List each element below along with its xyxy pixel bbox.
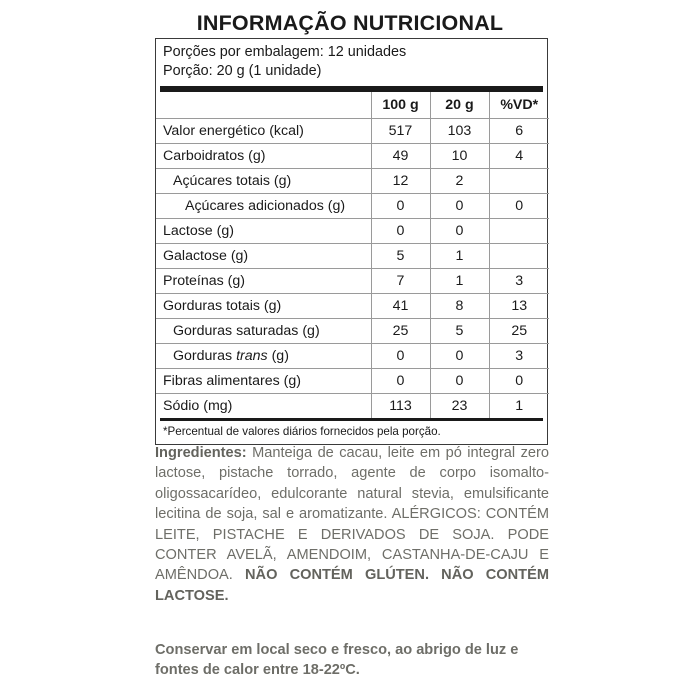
table-row [156,344,549,369]
nutrition-table [156,92,549,418]
value-20g: 0 [430,219,489,244]
value-vd: 13 [489,294,549,319]
value-20g: 2 [430,169,489,194]
value-100g: 0 [371,344,430,369]
portion-size: Porção: 20 g (1 unidade) [163,63,322,79]
value-vd: 3 [489,344,549,369]
table-row [156,369,549,394]
ingredients-text: Manteiga de cacau, leite em pó integral zero lactose, pistache torrado, agente de corpo isomalto-oligossacarídeo, edulcorante natural stevia, emulsificante lecitina de soja, sal e aromatizante. ALÉRGICOS: CONTÉM LEITE, PISTACHE E DERIVADOS DE SOJA. PODE CONTER AVELÃ, AMENDOIM, CASTANHA-DE-CAJU E AMÊNDOA. [155,445,549,584]
value-20g: 0 [430,194,489,219]
no-lactose-statement: NÃO CONTÉM LACTOSE. [155,567,549,604]
nutrient-name: Lactose (g) [156,219,371,244]
value-20g: 1 [430,244,489,269]
value-vd: 4 [489,144,549,169]
value-100g: 49 [371,144,430,169]
nutrient-name: Proteínas (g) [156,269,371,294]
table-row [156,269,549,294]
value-vd [489,244,549,269]
value-20g: 1 [430,269,489,294]
value-100g: 7 [371,269,430,294]
value-20g: 0 [430,369,489,394]
value-vd: 0 [489,369,549,394]
value-100g: 5 [371,244,430,269]
ingredients-label: Ingredientes: [155,445,247,461]
value-100g: 25 [371,319,430,344]
value-20g: 0 [430,344,489,369]
value-vd: 3 [489,269,549,294]
table-row [156,144,549,169]
value-100g: 0 [371,194,430,219]
header-100g: 100 g [371,92,430,119]
nutrient-name: Açúcares totais (g) [156,169,371,194]
value-100g: 41 [371,294,430,319]
nutrient-name: Açúcares adicionados (g) [156,194,371,219]
nutrient-name: Gorduras totais (g) [156,294,371,319]
nutrient-name: Galactose (g) [156,244,371,269]
value-20g: 5 [430,319,489,344]
header-vd: %VD* [489,92,549,119]
value-100g: 0 [371,219,430,244]
nutrition-table-body [156,119,549,419]
nutrient-name: Carboidratos (g) [156,144,371,169]
value-20g: 103 [430,119,489,144]
value-20g: 8 [430,294,489,319]
nutrient-name: Fibras alimentares (g) [156,369,371,394]
no-gluten-statement: NÃO CONTÉM GLÚTEN. [245,567,430,584]
value-100g: 0 [371,369,430,394]
nutrient-name: Gorduras saturadas (g) [156,319,371,344]
value-100g: 12 [371,169,430,194]
nutrient-name: Sódio (mg) [156,394,371,419]
header-nutrient [156,92,371,119]
nutrition-facts-box [155,38,548,445]
value-20g: 10 [430,144,489,169]
header-20g: 20 g [430,92,489,119]
value-vd: 6 [489,119,549,144]
page-title: INFORMAÇÃO NUTRICIONAL [196,11,504,35]
ingredients-paragraph [155,443,549,606]
servings-per-package: Porções por embalagem: 12 unidades [163,44,407,60]
table-row [156,244,549,269]
table-footnote: *Percentual de valores diários fornecidos pela porção. [163,425,441,438]
storage-instructions: Conservar em local seco e fresco, ao abrigo de luz e fontes de calor entre 18-22ºC. [155,642,519,679]
nutrient-name: Valor energético (kcal) [156,119,371,144]
table-row [156,194,549,219]
table-row [156,219,549,244]
table-row [156,294,549,319]
italic-term: trans [236,347,268,364]
value-vd [489,169,549,194]
value-100g: 113 [371,394,430,419]
table-row [156,119,549,144]
serving-info [156,39,547,86]
value-20g: 23 [430,394,489,419]
table-header-row [156,92,549,119]
value-vd: 25 [489,319,549,344]
value-vd: 1 [515,397,524,414]
value-vd [489,219,549,244]
value-100g: 517 [371,119,430,144]
table-row [156,319,549,344]
table-row [156,169,549,194]
table-row [156,394,549,419]
value-vd: 0 [489,194,549,219]
nutrient-name: Gorduras trans (g) [156,344,371,369]
